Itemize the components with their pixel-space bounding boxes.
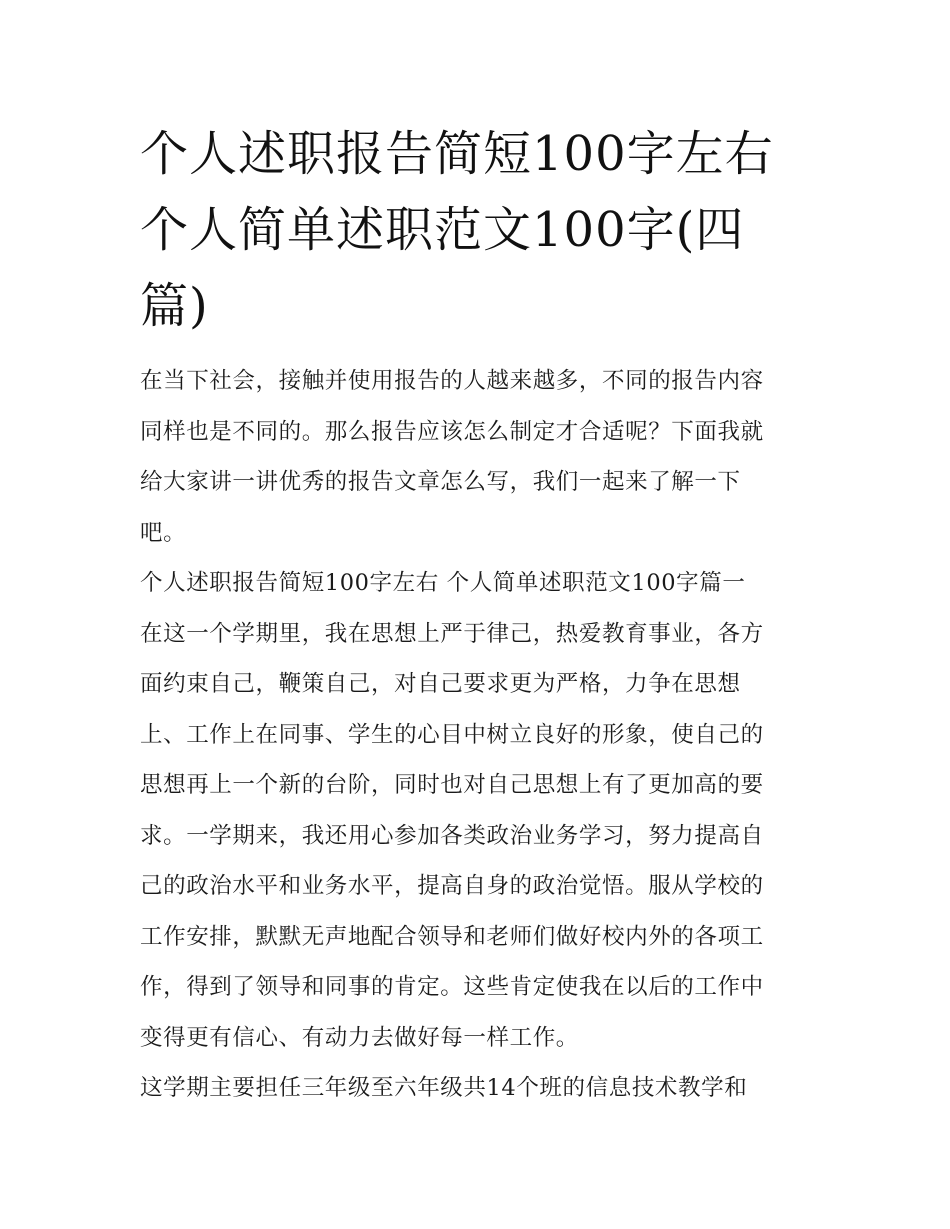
document-title: 个人述职报告简短100字左右 个人简单述职范文100字(四 篇) (140, 126, 774, 334)
section-heading: 个人述职报告简短100字左右 个人简单述职范文100字篇一 (140, 570, 746, 596)
intro-paragraph: 在当下社会，接触并使用报告的人越来越多，不同的报告内容 同样也是不同的。那么报告应该怎么制定才合适呢？下面我就 给大家讲一讲优秀的报告文章怎么写，我们一起来了解一下 吧。 (140, 368, 764, 546)
body-paragraph: 这学期主要担任三年级至六年级共14个班的信息技术教学和 (140, 1075, 748, 1101)
body-paragraph: 在这一个学期里，我在思想上严于律己，热爱教育事业，各方 面约束自己，鞭策自己，对自己要求更为严格，力争在思想 上、工作上在同事、学生的心目中树立良好的形象，使自己的 思想再上一个新的台阶，同时也对自己思想上有了更加高的要 求。一学期来，我还用心参加各类政治业务学习，努力提高自 己的政治水平和业务水平，提高自身的政治觉悟。服从学校的 工作安排，默默无声地配合领导和老师们做好校内外的各项工 作，得到了领导和同事的肯定。这些肯定使我在以后的工作中 变得更有信心、有动力去做好每一样工作。 (140, 620, 764, 1051)
document-body (140, 356, 820, 1114)
